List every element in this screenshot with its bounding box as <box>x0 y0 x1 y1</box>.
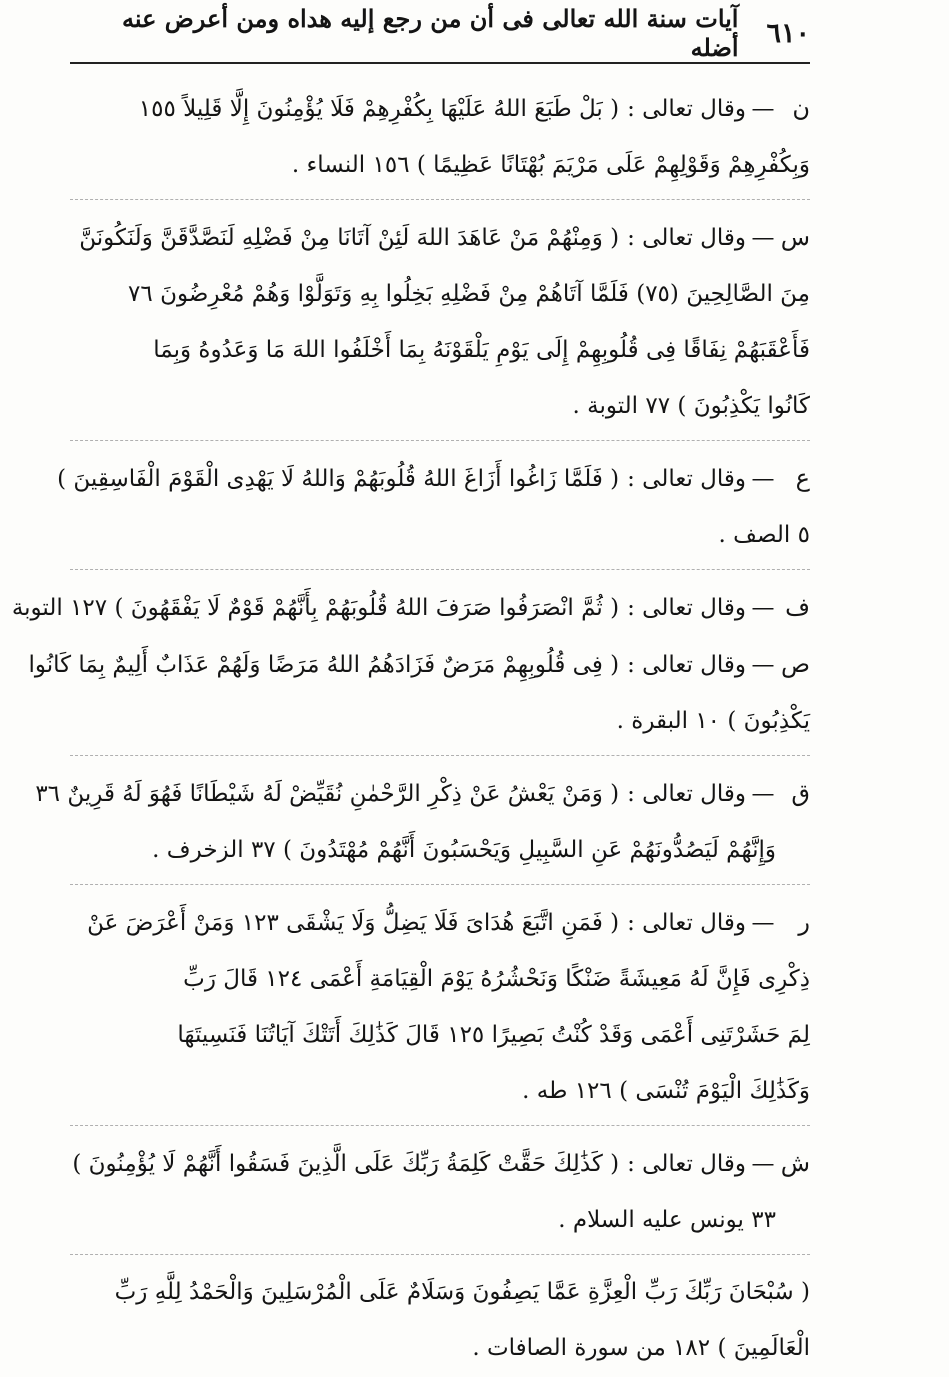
verse-line: مِنَ الصَّالِحِينَ (٧٥) فَلَمَّا آتَاهُمْ مِنْ فَضْلِهِ بَخِلُوا بِهِ وَتَوَلَّوْا وَهُمْ مُعْرِضُونَ ٧٦ <box>128 281 810 307</box>
verse-line: ( ثُمَّ انْصَرَفُوا صَرَفَ اللهُ قُلُوبَهُمْ بِأَنَّهُمْ قَوْمٌ لَا يَفْقَهُونَ ) ١٢٧ التوبة <box>11 595 620 621</box>
verse-line: فَأَعْقَبَهُمْ نِفَاقًا فِى قُلُوبِهِمْ إِلَى يَوْمِ يَلْقَوْنَهُ بِمَا أَخْلَفُوا اللهَ مَا وَعَدُوهُ وَبِمَا <box>153 337 810 363</box>
running-title: آيات سنة الله تعالى فى أن من رجع إليه هداه ومن أعرض عنه أضله <box>121 4 739 62</box>
entry-letter: ص <box>780 650 810 678</box>
header-rule <box>70 62 810 64</box>
verse-line: وَإِنَّهُمْ لَيَصُدُّونَهُمْ عَنِ السَّبِيلِ وَيَحْسَبُونَ أَنَّهُمْ مُهْتَدُونَ ) ٣٧ الزخرف . <box>152 837 776 863</box>
verse-line: وَكَذَٰلِكَ الْيَوْمَ تُنْسَى ) ١٢٦ طه . <box>522 1078 810 1104</box>
entry-intro: وقال تعالى : <box>627 781 746 807</box>
entry-intro: وقال تعالى : <box>627 96 746 122</box>
entry-dash: — <box>751 466 775 492</box>
verse-line: كَانُوا يَكْذِبُونَ ) ٧٧ التوبة . <box>572 393 810 419</box>
entry-dash: — <box>751 652 775 678</box>
closing-verse <box>70 1264 810 1376</box>
entry-intro: وقال تعالى : <box>627 466 746 492</box>
entry-dash: — <box>751 910 775 936</box>
verse-line: الْعَالَمِينَ ) ١٨٢ من سورة الصافات . <box>472 1335 810 1361</box>
verse-line: ٥ الصف . <box>718 522 810 548</box>
divider <box>70 440 810 442</box>
entry-letter: س <box>780 223 810 251</box>
verse-line: ( بَلْ طَبَعَ اللهُ عَلَيْهَا بِكُفْرِهِمْ فَلَا يُؤْمِنُونَ إِلَّا قَلِيلاً ١٥٥ <box>138 96 620 122</box>
entry-intro: وقال تعالى : <box>627 910 746 936</box>
page-header <box>70 4 810 62</box>
verse-entry <box>70 1135 810 1248</box>
verse-entry <box>70 894 810 1119</box>
entry-first-line <box>35 765 810 822</box>
verse-line: لِمَ حَشَرْتَنِى أَعْمَى وَقَدْ كُنْتُ بَصِيرًا ١٢٥ قَالَ كَذَٰلِكَ أَتَتْكَ آيَاتُنَا فَنَسِيتَهَا <box>177 1022 810 1048</box>
verse-entry <box>70 80 810 193</box>
verse-line: ( فَلَمَّا زَاغُوا أَزَاغَ اللهُ قُلُوبَهُمْ وَاللهُ لَا يَهْدِى الْقَوْمَ الْفَاسِقِينَ ) <box>57 466 620 492</box>
divider <box>70 569 810 571</box>
divider <box>70 755 810 757</box>
page-number: ٦١٠ <box>766 17 810 49</box>
verse-entry <box>11 579 810 636</box>
entry-dash: — <box>751 225 775 251</box>
verse-line: ( وَمِنْهُمْ مَنْ عَاهَدَ اللهَ لَئِنْ آتَانَا مِنْ فَضْلِهِ لَنَصَّدَّقَنَّ وَلَنَكُونَنَّ <box>79 225 620 251</box>
divider <box>70 1254 810 1256</box>
entry-intro: وقال تعالى : <box>627 652 746 678</box>
entry-letter: ع <box>795 464 810 492</box>
verse-line: ( فَمَنِ اتَّبَعَ هُدَاىَ فَلَا يَضِلُّ وَلَا يَشْقَى ١٢٣ وَمَنْ أَعْرَضَ عَنْ <box>87 910 620 936</box>
verse-line: ( سُبْحَانَ رَبِّكَ رَبِّ الْعِزَّةِ عَمَّا يَصِفُونَ وَسَلَامٌ عَلَى الْمُرْسَلِينَ وَالْحَمْدُ لِلَّهِ رَبِّ <box>114 1279 810 1305</box>
verse-line: ٣٣ يونس عليه السلام . <box>558 1207 776 1233</box>
verse-entry <box>35 765 810 878</box>
verse-entry <box>28 636 810 749</box>
verse-line: ( كَذَٰلِكَ حَقَّتْ كَلِمَةُ رَبِّكَ عَلَى الَّذِينَ فَسَقُوا أَنَّهُمْ لَا يُؤْمِنُونَ ) <box>72 1151 620 1177</box>
entry-first-line <box>70 894 810 951</box>
entry-letter: ش <box>780 1149 810 1177</box>
entry-letter: ف <box>785 593 810 621</box>
entry-first-line <box>28 636 810 693</box>
entry-intro: وقال تعالى : <box>627 225 746 251</box>
verse-line: ( فِى قُلُوبِهِمْ مَرَضٌ فَزَادَهُمُ اللهُ مَرَضًا وَلَهُمْ عَذَابٌ أَلِيمٌ بِمَا كَانُوا <box>28 652 620 678</box>
entry-letter: ر <box>798 908 810 936</box>
verse-line: وَبِكُفْرِهِمْ وَقَوْلِهِمْ عَلَى مَرْيَمَ بُهْتَانًا عَظِيمًا ) ١٥٦ النساء . <box>291 152 810 178</box>
verse-line: ذِكْرِى فَإِنَّ لَهُ مَعِيشَةً ضَنْكًا وَنَحْشُرُهُ يَوْمَ الْقِيَامَةِ أَعْمَى ١٢٤ قَالَ رَبِّ <box>183 966 810 992</box>
entry-letter: ن <box>792 94 810 122</box>
entry-letter: ق <box>791 779 810 807</box>
entry-dash: — <box>751 1151 775 1177</box>
verse-entry <box>70 209 810 434</box>
entry-first-line <box>70 80 810 137</box>
entry-dash: — <box>751 781 775 807</box>
entry-first-line <box>11 579 810 636</box>
verse-line: ( وَمَنْ يَعْشُ عَنْ ذِكْرِ الرَّحْمٰنِ نُقَيِّضْ لَهُ شَيْطَانًا فَهُوَ لَهُ قَرِينٌ ٣٦ <box>35 781 620 807</box>
entry-first-line <box>70 209 810 266</box>
verse-line: يَكْذِبُونَ ) ١٠ البقرة . <box>616 708 810 734</box>
verse-entry <box>57 450 810 563</box>
divider <box>70 884 810 886</box>
page-content <box>11 80 810 1376</box>
entry-dash: — <box>751 595 775 621</box>
divider <box>70 199 810 201</box>
entry-intro: وقال تعالى : <box>627 595 746 621</box>
divider <box>70 1125 810 1127</box>
entry-first-line <box>57 450 810 507</box>
entry-dash: — <box>751 96 775 122</box>
entry-first-line <box>70 1135 810 1192</box>
entry-intro: وقال تعالى : <box>627 1151 746 1177</box>
